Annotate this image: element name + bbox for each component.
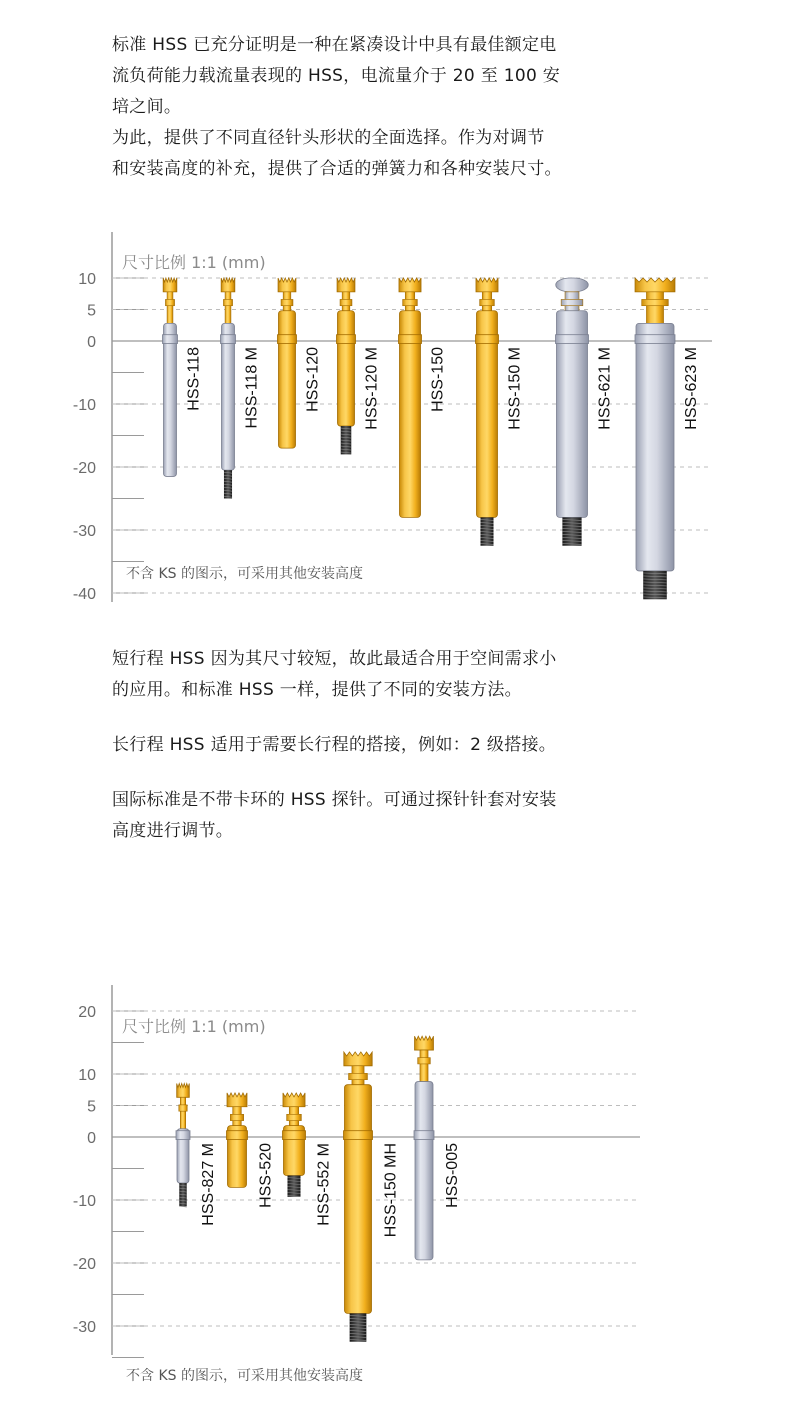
- pin-barrel: [164, 323, 177, 476]
- pin-hss-623-m: [635, 278, 700, 599]
- y-tick-label: 5: [87, 302, 96, 320]
- pin-collar: [223, 299, 232, 305]
- figure-note: 不含 KS 的图示，可采用其他安装高度: [126, 1368, 363, 1384]
- y-tick-label: 0: [87, 334, 96, 351]
- intro-line: 为此，提供了不同直径针头形状的全面选择。作为对调节: [112, 128, 545, 148]
- pin-ring: [176, 1131, 190, 1140]
- scale-label: 尺寸比例 1:1 (mm): [122, 253, 266, 272]
- pin-label: HSS-150 MH: [382, 1143, 400, 1238]
- pin-collar: [561, 299, 583, 305]
- pin-hss-005: [414, 1036, 461, 1260]
- y-tick-label: -20: [72, 460, 96, 477]
- pin-ring: [278, 335, 297, 344]
- intro-line: 和安装高度的补充，提供了合适的弹簧力和各种安装尺寸。: [112, 159, 562, 179]
- short-stroke-text: 的应用。和标准 HSS 一样，提供了不同的安装方法。: [112, 680, 522, 700]
- pin-collar: [340, 299, 352, 305]
- pin-head: [221, 278, 235, 292]
- pin-barrel: [636, 323, 674, 571]
- pin-collar: [179, 1105, 187, 1111]
- intro-paragraph: [112, 30, 672, 185]
- pin-head: [556, 278, 589, 292]
- pin-hss-120-m: [337, 278, 381, 454]
- pin-plunger: [167, 292, 173, 324]
- figure-note: 不含 KS 的图示，可采用其他安装高度: [126, 566, 363, 582]
- pin-head: [476, 278, 498, 292]
- pin-head: [227, 1093, 247, 1107]
- pin-head: [415, 1036, 434, 1050]
- pin-label: HSS-005: [444, 1143, 462, 1208]
- intro-line: 标准 HSS 已充分证明是一种在紧凑设计中具有最佳额定电: [112, 35, 557, 55]
- pin-label: HSS-118: [185, 347, 203, 411]
- pin-hss-150-mh: [344, 1052, 400, 1342]
- pin-head: [399, 278, 421, 292]
- scale-label: 尺寸比例 1:1 (mm): [122, 1017, 266, 1036]
- pin-hss-621-m: [556, 278, 614, 546]
- international-standard-text: 国际标准是不带卡环的 HSS 探针。可通过探针针套对安装: [112, 790, 557, 810]
- pin-ring: [344, 1131, 373, 1140]
- y-tick-label: -30: [72, 523, 96, 540]
- pin-head: [344, 1052, 372, 1066]
- pin-hss-150: [399, 278, 447, 517]
- pin-head: [283, 1093, 305, 1107]
- pin-barrel: [415, 1082, 433, 1260]
- pin-collar: [287, 1114, 302, 1120]
- y-tick-label: 0: [87, 1130, 96, 1147]
- pin-ring: [337, 335, 356, 344]
- pin-hss-552-m: [283, 1093, 333, 1226]
- pin-plunger: [420, 1050, 428, 1082]
- pin-ring: [476, 335, 499, 344]
- pin-label: HSS-520: [257, 1143, 275, 1208]
- pin-collar: [642, 299, 669, 305]
- pin-label: HSS-623 M: [683, 347, 701, 430]
- y-tick-label: -10: [72, 1193, 96, 1210]
- pin-collar: [349, 1073, 368, 1079]
- y-tick-label: -40: [72, 586, 96, 603]
- pin-barrel: [345, 1085, 372, 1314]
- pin-collar: [480, 299, 495, 305]
- pin-hss-827-m: [176, 1083, 217, 1225]
- pin-ring: [221, 335, 236, 344]
- pin-ring: [556, 335, 589, 344]
- pin-collar: [165, 299, 174, 305]
- pin-head: [635, 278, 675, 292]
- pin-barrel: [279, 311, 296, 448]
- pin-hss-118: [163, 278, 203, 476]
- pin-ring: [635, 335, 675, 344]
- pin-label: HSS-150: [429, 347, 447, 412]
- y-tick-label: 5: [87, 1098, 96, 1116]
- pin-collar: [230, 1114, 243, 1120]
- pin-label: HSS-552 M: [315, 1143, 333, 1226]
- pin-hss-120: [278, 278, 322, 448]
- pin-label: HSS-120 M: [363, 347, 381, 430]
- pin-head: [163, 278, 177, 292]
- pin-collar: [403, 299, 418, 305]
- short-stroke-text: 短行程 HSS 因为其尺寸较短，故此最适合用于空间需求小: [112, 649, 557, 669]
- intro-line: 培之间。: [112, 97, 182, 117]
- pin-label: HSS-120: [304, 347, 322, 412]
- y-tick-label: -30: [72, 1319, 96, 1336]
- pin-collar: [418, 1058, 431, 1064]
- pin-thread: [287, 1175, 300, 1196]
- pin-size-diagram-2: [0, 980, 790, 1400]
- pin-hss-520: [227, 1093, 275, 1208]
- pin-label: HSS-827 M: [200, 1143, 218, 1226]
- pin-barrel: [338, 311, 355, 426]
- pin-ring: [283, 1131, 306, 1140]
- pin-ring: [399, 335, 422, 344]
- pin-head: [337, 278, 355, 292]
- y-tick-label: 20: [78, 1004, 96, 1021]
- y-tick-label: 10: [78, 271, 96, 288]
- pin-plunger: [225, 292, 231, 324]
- long-stroke-text: 长行程 HSS 适用于需要长行程的搭接，例如：2 级搭接。: [112, 735, 557, 755]
- middle-paragraphs: [112, 644, 672, 847]
- pin-ring: [414, 1131, 434, 1140]
- pin-hss-150-m: [476, 278, 524, 546]
- pin-plunger: [180, 1097, 185, 1129]
- international-standard-text: 高度进行调节。: [112, 821, 234, 841]
- pin-head: [177, 1083, 190, 1097]
- y-tick-label: -20: [72, 1256, 96, 1273]
- pin-plunger: [646, 292, 663, 324]
- pin-label: HSS-150 M: [506, 347, 524, 430]
- pin-ring: [163, 335, 178, 344]
- pin-collar: [281, 299, 293, 305]
- pin-label: HSS-118 M: [243, 347, 261, 429]
- pin-head: [278, 278, 296, 292]
- intro-line: 流负荷能力载流量表现的 HSS，电流量介于 20 至 100 安: [112, 66, 561, 86]
- y-tick-label: 10: [78, 1067, 96, 1084]
- pin-barrel: [222, 323, 235, 470]
- y-tick-label: -10: [72, 397, 96, 414]
- pin-label: HSS-621 M: [596, 347, 614, 430]
- pin-ring: [227, 1131, 248, 1140]
- pin-hss-118-m: [221, 278, 261, 499]
